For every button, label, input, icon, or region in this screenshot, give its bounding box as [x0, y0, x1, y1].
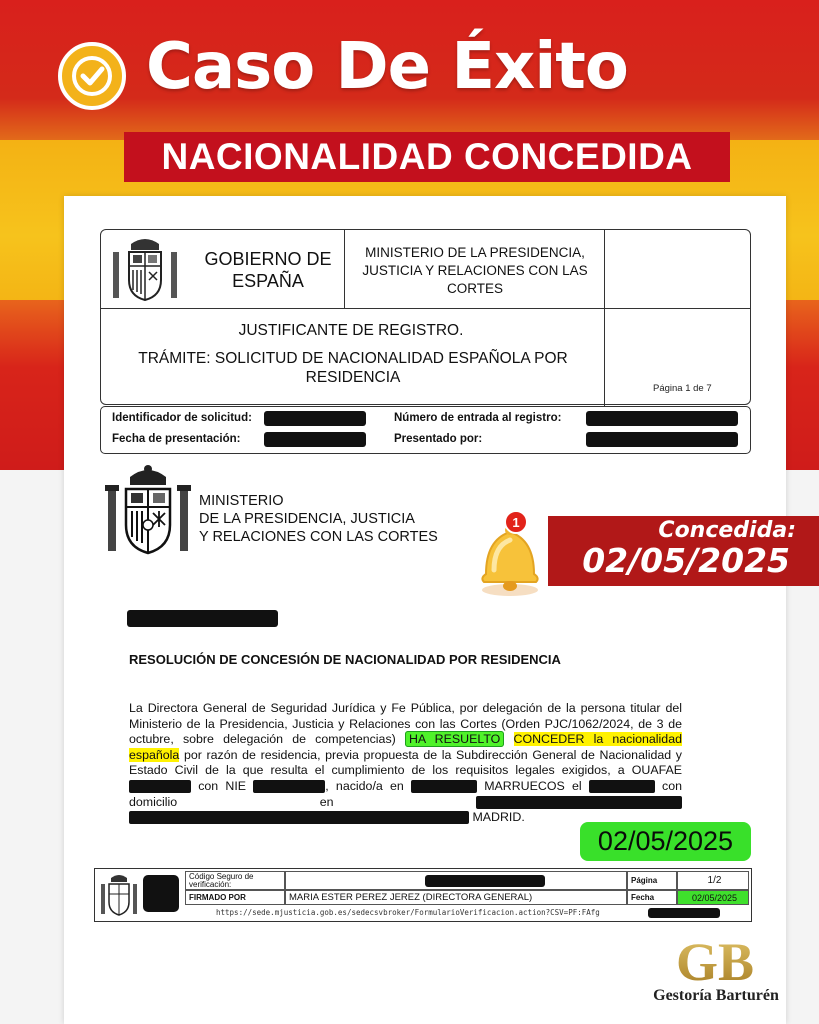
receipt-title: JUSTIFICANTE DE REGISTRO. — [238, 322, 464, 339]
redacted-block — [129, 780, 191, 793]
verification-url[interactable]: https://sede.mjusticia.gob.es/sedecsvbroker/FormularioVerificacion.action?CSV=PF:FAfg — [216, 908, 600, 917]
body-text: La Directora General de Seguridad Jurídica y Fe Pública, por delegación de la persona titular del Ministerio de la Presidencia, Justicia y Relaciones con las Cortes (Orden PJC/1062/2024, de 3 de octubre, sobre delegación de competencias) — [129, 701, 682, 747]
field-label-date: Fecha de presentación: — [112, 433, 241, 445]
coat-of-arms-icon — [99, 872, 139, 918]
date-label: Fecha — [627, 890, 677, 905]
ministry-block — [199, 492, 438, 546]
body-text: con domicilio en — [129, 778, 683, 809]
bell-notification-icon — [470, 510, 550, 600]
ministry-line: MINISTERIO — [199, 493, 284, 509]
ministry-line: DE LA PRESIDENCIA, JUSTICIA — [199, 511, 415, 527]
ministry-title: MINISTERIO DE LA PRESIDENCIA, JUSTICIA Y RELACIONES CON LAS CORTES — [362, 245, 588, 296]
redacted-block — [586, 411, 738, 426]
logo-monogram: GB — [675, 932, 755, 990]
page-value: 1/2 — [677, 871, 749, 890]
ministry-line: Y RELACIONES CON LAS CORTES — [199, 529, 438, 545]
redacted-block — [589, 780, 655, 793]
body-text: con NIE — [198, 778, 247, 793]
body-text: MADRID. — [472, 810, 525, 825]
field-label-entry-number: Número de entrada al registro: — [394, 412, 562, 424]
highlight-concede: CONCEDER la nacionalidad española — [129, 732, 682, 762]
registration-fields — [100, 406, 751, 454]
redacted-block — [129, 811, 469, 824]
checkmark-icon — [71, 55, 113, 97]
redacted-block — [425, 875, 545, 887]
redacted-block — [264, 432, 366, 447]
redacted-block — [476, 796, 682, 809]
granted-label: Concedida: — [658, 518, 796, 543]
signed-by-label: FIRMADO POR — [185, 890, 285, 905]
body-text: por razón de residencia, previa propuesta de la Subdirección General de Nacionalidad y Estado Civil de la que resulta el cumplimiento de los requisitos legales exigidos, a OUAFAE — [129, 747, 682, 778]
field-label-submitted-by: Presentado por: — [394, 433, 483, 445]
redacted-name — [127, 610, 278, 627]
government-title: GOBIERNO DE ESPAÑA — [204, 249, 332, 291]
highlight-resolved: HA RESUELTO — [405, 731, 504, 747]
brand-name: Gestoría Barturén — [653, 987, 779, 1004]
divider — [604, 230, 605, 406]
headline: Caso De Éxito — [146, 30, 628, 104]
procedure-title: TRÁMITE: SOLICITUD DE NACIONALIDAD ESPAÑOLA POR RESIDENCIA — [138, 350, 568, 386]
date-value: 02/05/2025 — [677, 890, 749, 905]
signed-by-value: MARIA ESTER PEREZ JEREZ (DIRECTORA GENERAL) — [285, 890, 627, 905]
status-banner: NACIONALIDAD CONCEDIDA — [124, 132, 730, 182]
gestoria-barturen-logo — [675, 930, 755, 990]
granted-date: 02/05/2025 — [582, 541, 790, 580]
notification-count: 1 — [512, 515, 520, 530]
divider — [344, 230, 345, 308]
document-header-table — [100, 229, 751, 405]
redacted-block — [264, 411, 366, 426]
coat-of-arms-icon — [102, 463, 194, 561]
csv-label: Código Seguro de verificación: — [185, 871, 285, 890]
coat-of-arms-icon — [109, 234, 181, 306]
page-indicator: Página 1 de 7 — [653, 383, 712, 394]
resolution-title: RESOLUCIÓN DE CONCESIÓN DE NACIONALIDAD POR RESIDENCIA — [129, 652, 561, 667]
redacted-block — [586, 432, 738, 447]
resolution-date-highlight: 02/05/2025 — [580, 822, 751, 861]
redacted-block — [411, 780, 477, 793]
field-label-id: Identificador de solicitud: — [112, 412, 252, 424]
checkmark-badge-icon — [58, 42, 126, 110]
qr-code-redacted — [143, 875, 179, 912]
resolution-body — [129, 701, 682, 826]
redacted-block — [253, 780, 325, 793]
redacted-block — [648, 908, 720, 918]
body-text: MARRUECOS el — [484, 778, 582, 793]
body-text: , nacido/a en — [325, 778, 404, 793]
divider — [101, 308, 750, 309]
page-label: Página — [627, 871, 677, 890]
